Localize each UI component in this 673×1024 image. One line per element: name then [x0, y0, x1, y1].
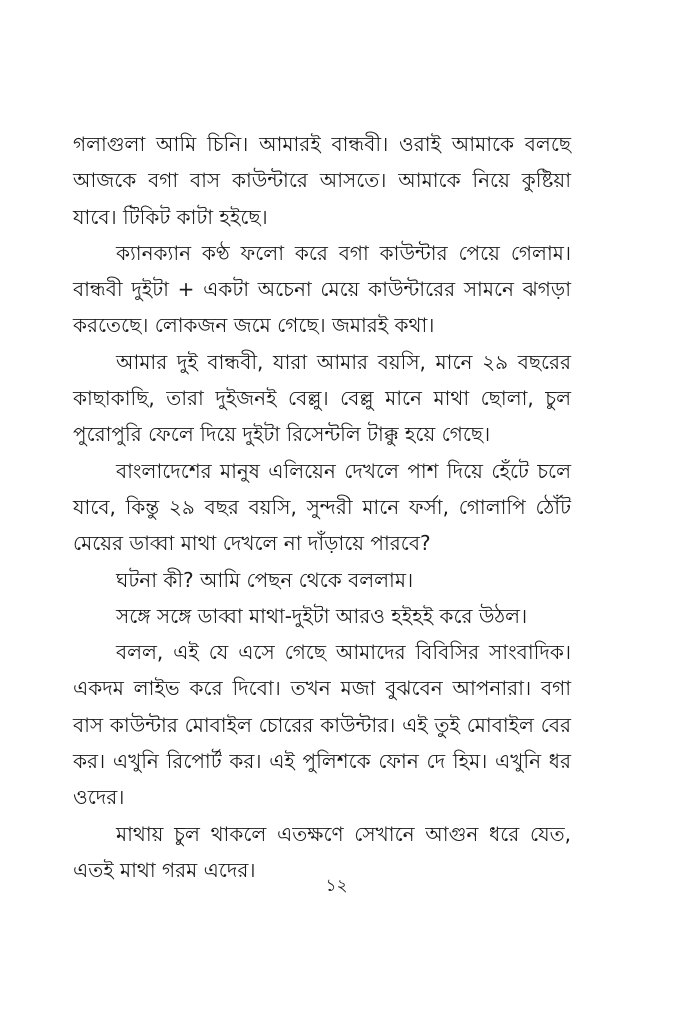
paragraph-6: সঙ্গে সঙ্গে ডাব্বা মাথা-দুইটা আরও হইহই করে উঠল। — [116, 603, 528, 628]
paragraph-4: বাংলাদেশের মানুষ এলিয়েন দেখলে পাশ দিয়ে হেঁটে চলে যাবে, কিন্তু ২৯ বছর বয়সি, সুন্দরী মানে ফর্সা, গোলাপি ঠোঁট মেয়ের ডাব্বা মাথা দেখলে না দাঁড়ায়ে পারবে? — [73, 458, 571, 556]
paragraph-3: আমার দুই বান্ধবী, যারা আমার বয়সি, মানে ২৯ বছরের কাছাকাছি, তারা দুইজনই বেল্লু। বেল্লু মানে মাথা ছোলা, চুল পুরোপুরি ফেলে দিয়ে দুইটা রিসেন্টলি টাক্কু হয়ে গেছে। — [73, 349, 571, 447]
body-text — [73, 126, 571, 888]
paragraph-1: গলাগুলা আমি চিনি। আমারই বান্ধবী। ওরাই আমাকে বলছে আজকে বগা বাস কাউন্টারে আসতে। আমাকে নিয়ে কুষ্টিয়া যাবে। টিকিট কাটা হইছে। — [73, 132, 571, 229]
paragraph-7: বলল, এই যে এসে গেছে আমাদের বিবিসির সাংবাদিক। একদম লাইভ করে দিবো। তখন মজা বুঝবেন আপনারা। বগা বাস কাউন্টার মোবাইল চোরের কাউন্টার। এই তুই মোবাইল বের কর। এখুনি রিপোর্ট কর। এই পুলিশকে ফোন দে হিম। এখুনি ধর ওদের। — [73, 640, 571, 810]
paragraph-8: মাথায় চুল থাকলে এতক্ষণে সেখানে আগুন ধরে যেত, এতই মাথা গরম এদের। — [73, 821, 571, 882]
paragraph-5: ঘটনা কী? আমি পেছন থেকে বললাম। — [116, 567, 414, 592]
paragraph-2: ক্যানক্যান কণ্ঠ ফলো করে বগা কাউন্টার পেয়ে গেলাম। বান্ধবী দুইটা + একটা অচেনা মেয়ে কাউন্টারের সামনে ঝগড়া করতেছে। লোকজন জমে গেছে। জমারই কথা। — [73, 240, 571, 338]
page-number: ১২ — [325, 876, 348, 896]
